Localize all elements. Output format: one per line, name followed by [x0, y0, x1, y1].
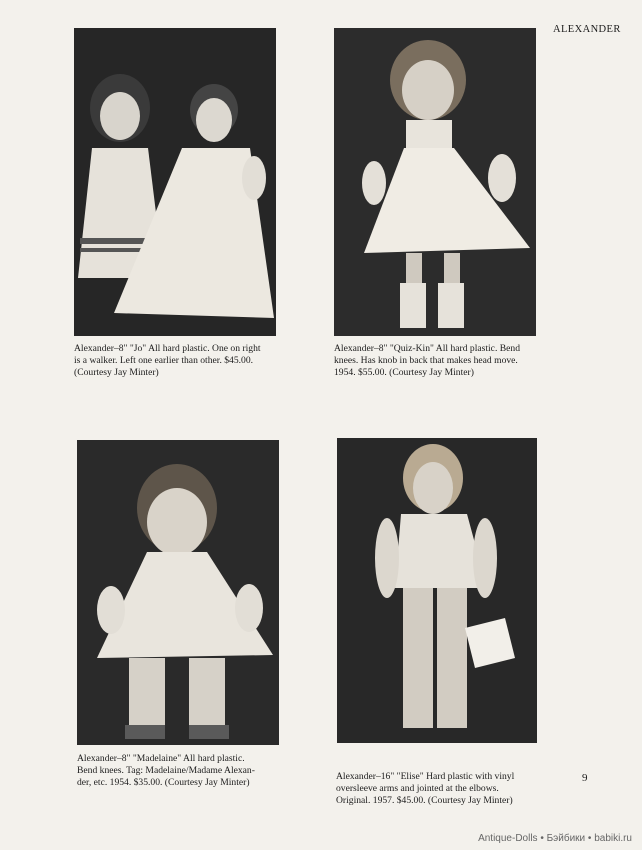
- page-header-section: ALEXANDER: [553, 24, 621, 35]
- doll-photo-image: [337, 438, 537, 743]
- caption-elise: Alexander–16" "Elise" Hard plastic with vinyl oversleeve arms and jointed at the elbows. Original. 1957. $45.00. (Courtesy Jay Minter): [336, 771, 515, 807]
- page-number: 9: [582, 772, 588, 784]
- doll-photo-image: [334, 28, 536, 336]
- doll-photo-image: [77, 440, 279, 745]
- photo-quiz-kin: [334, 28, 536, 336]
- doll-photo-image: [74, 28, 276, 336]
- caption-madelaine: Alexander–8" "Madelaine" All hard plastic. Bend knees. Tag: Madelaine/Madame Alexan- der, etc. 1954. $35.00. (Courtesy Jay Minter): [77, 753, 255, 789]
- photo-elise: [337, 438, 537, 743]
- photo-madelaine: [77, 440, 279, 745]
- caption-jo: Alexander–8" "Jo" All hard plastic. One on right is a walker. Left one earlier than other. $45.00. (Courtesy Jay Minter): [74, 343, 261, 379]
- caption-quiz-kin: Alexander–8" "Quiz-Kin" All hard plastic. Bend knees. Has knob in back that makes head move. 1954. $55.00. (Courtesy Jay Minter): [334, 343, 520, 379]
- photo-jo-dolls: [74, 28, 276, 336]
- watermark-text: Antique-Dolls • Бэйбики • babiki.ru: [478, 833, 632, 844]
